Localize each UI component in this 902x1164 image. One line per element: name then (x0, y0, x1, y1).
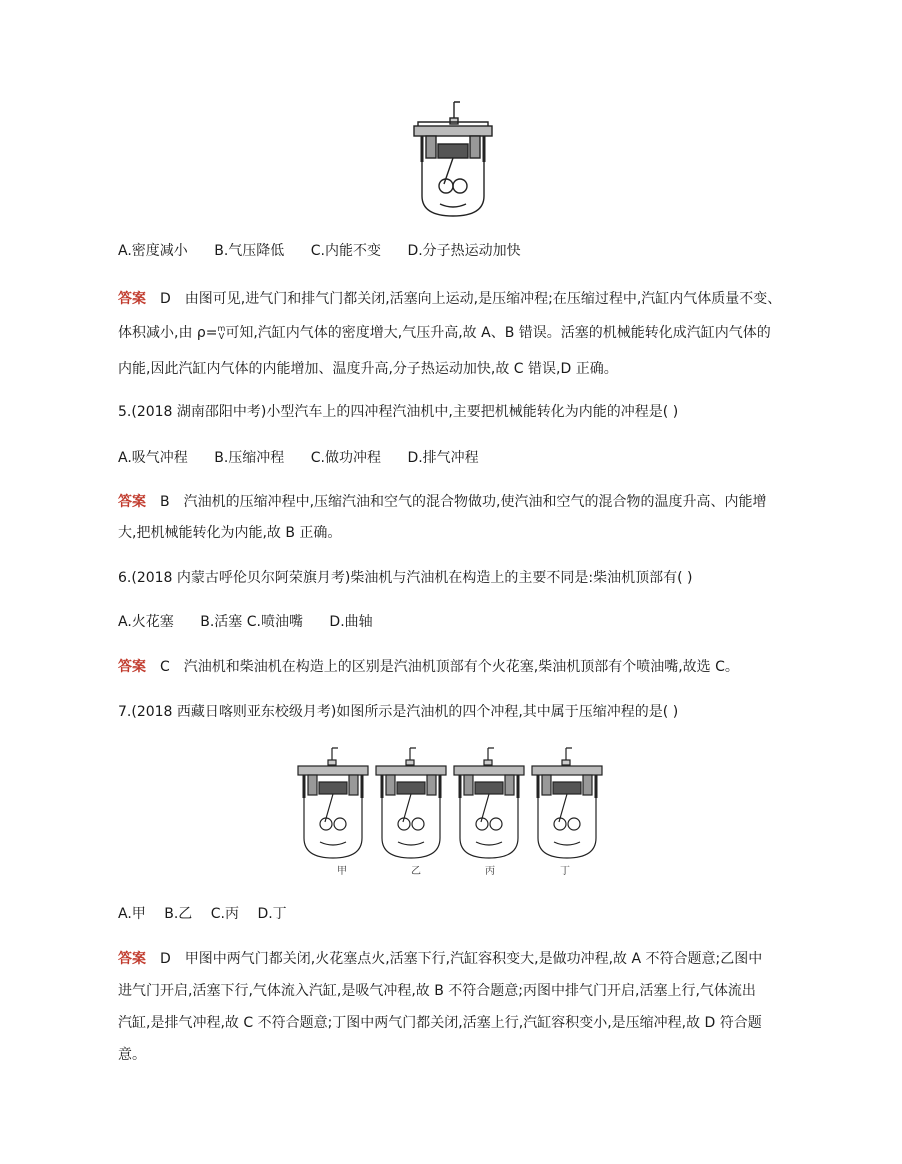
q4-option-c: C.内能不变 (310, 243, 381, 259)
q6-answer-line-1 (118, 658, 739, 676)
figure-label-yi: 乙 (411, 866, 421, 877)
explanation-text: 可知,汽缸内气体的密度增大,气压升高,故 A、B 错误。活塞的机械能转化成汽缸内气体的 (225, 325, 771, 341)
explanation-text: 内能,因此汽缸内气体的内能增加、温度升高,分子热运动加快,故 C 错误,D 正确。 (118, 361, 618, 377)
q5-options (118, 449, 501, 467)
explanation-text: 意。 (118, 1047, 146, 1063)
answer-label: 答案 (118, 951, 146, 967)
q5-option-c: C.做功冲程 (310, 450, 381, 466)
q7-option-c: C.丙 (210, 906, 239, 922)
fraction-top: m (217, 324, 226, 333)
q5-option-d: D.排气冲程 (407, 450, 479, 466)
answer-letter: C (160, 659, 170, 675)
q5-option-a: A.吸气冲程 (118, 450, 188, 466)
q4-answer-line-3 (118, 360, 618, 378)
q7-option-b: B.乙 (164, 906, 193, 922)
q5-answer-line-2 (118, 524, 341, 542)
q6-options (118, 613, 395, 631)
q6-option-d: D.曲轴 (329, 614, 373, 630)
answer-letter: D (160, 291, 171, 307)
explanation-text: 汽油机的压缩冲程中,压缩汽油和空气的混合物做功,使汽油和空气的混合物的温度升高、内能增 (183, 494, 767, 510)
q4-answer-line-1 (118, 290, 781, 308)
figure-label-ding: 丁 (560, 866, 570, 877)
q6-option-bc: B.活塞 C.喷油嘴 (200, 614, 303, 630)
q7-answer-line-3 (118, 1014, 762, 1032)
answer-label: 答案 (118, 494, 146, 510)
answer-label: 答案 (118, 659, 146, 675)
engine-figure-q4 (412, 100, 494, 218)
q4-options (118, 242, 543, 260)
answer-letter: B (160, 494, 170, 510)
q7-option-a: A.甲 (118, 906, 146, 922)
explanation-text: 甲图中两气门都关闭,火花塞点火,活塞下行,汽缸容积变大,是做功冲程,故 A 不符合题意;乙图中 (184, 951, 763, 967)
q7-options (118, 905, 301, 923)
figure-label-jia: 甲 (337, 866, 347, 877)
q6-option-a: A.火花塞 (118, 614, 174, 630)
q5-answer-line-1 (118, 493, 767, 511)
q6-stem: 6.(2018 内蒙古呼伦贝尔阿荣旗月考)柴油机与汽油机在构造上的主要不同是:柴油机顶部有( ) (118, 570, 693, 586)
engines-figure-q7 (296, 746, 606, 880)
q7-answer-line-4 (118, 1046, 146, 1064)
q4-option-a: A.密度减小 (118, 243, 188, 259)
figure-label-bing: 丙 (485, 866, 495, 877)
q7-answer-line-1 (118, 950, 762, 968)
explanation-text: 由图可见,进气门和排气门都关闭,活塞向上运动,是压缩冲程;在压缩过程中,汽缸内气体质量不变、 (184, 291, 782, 307)
fraction-bottom: V (218, 332, 225, 341)
q5-option-b: B.压缩冲程 (214, 450, 285, 466)
q4-answer-line-2 (118, 324, 771, 342)
answer-letter: D (160, 951, 171, 967)
q5-stem: 5.(2018 湖南邵阳中考)小型汽车上的四冲程汽油机中,主要把机械能转化为内能的冲程是( ) (118, 404, 679, 420)
explanation-text: 大,把机械能转化为内能,故 B 正确。 (118, 525, 342, 541)
q4-option-b: B.气压降低 (214, 243, 285, 259)
explanation-text: 汽油机和柴油机在构造上的区别是汽油机顶部有个火花塞,柴油机顶部有个喷油嘴,故选 C。 (183, 659, 739, 675)
q7-answer-line-2 (118, 982, 756, 1000)
explanation-text: 体积减小,由 ρ= (118, 325, 218, 341)
explanation-text: 进气门开启,活塞下行,气体流入汽缸,是吸气冲程,故 B 不符合题意;丙图中排气门开启,活塞上行,气体流出 (118, 983, 756, 999)
q4-option-d: D.分子热运动加快 (407, 243, 521, 259)
q7-stem: 7.(2018 西藏日喀则亚东校级月考)如图所示是汽油机的四个冲程,其中属于压缩冲程的是( ) (118, 704, 679, 720)
explanation-text: 汽缸,是排气冲程,故 C 不符合题意;丁图中两气门都关闭,活塞上行,汽缸容积变小,是压缩冲程,故 D 符合题 (118, 1015, 762, 1031)
q7-option-d: D.丁 (257, 906, 287, 922)
answer-label: 答案 (118, 291, 146, 307)
